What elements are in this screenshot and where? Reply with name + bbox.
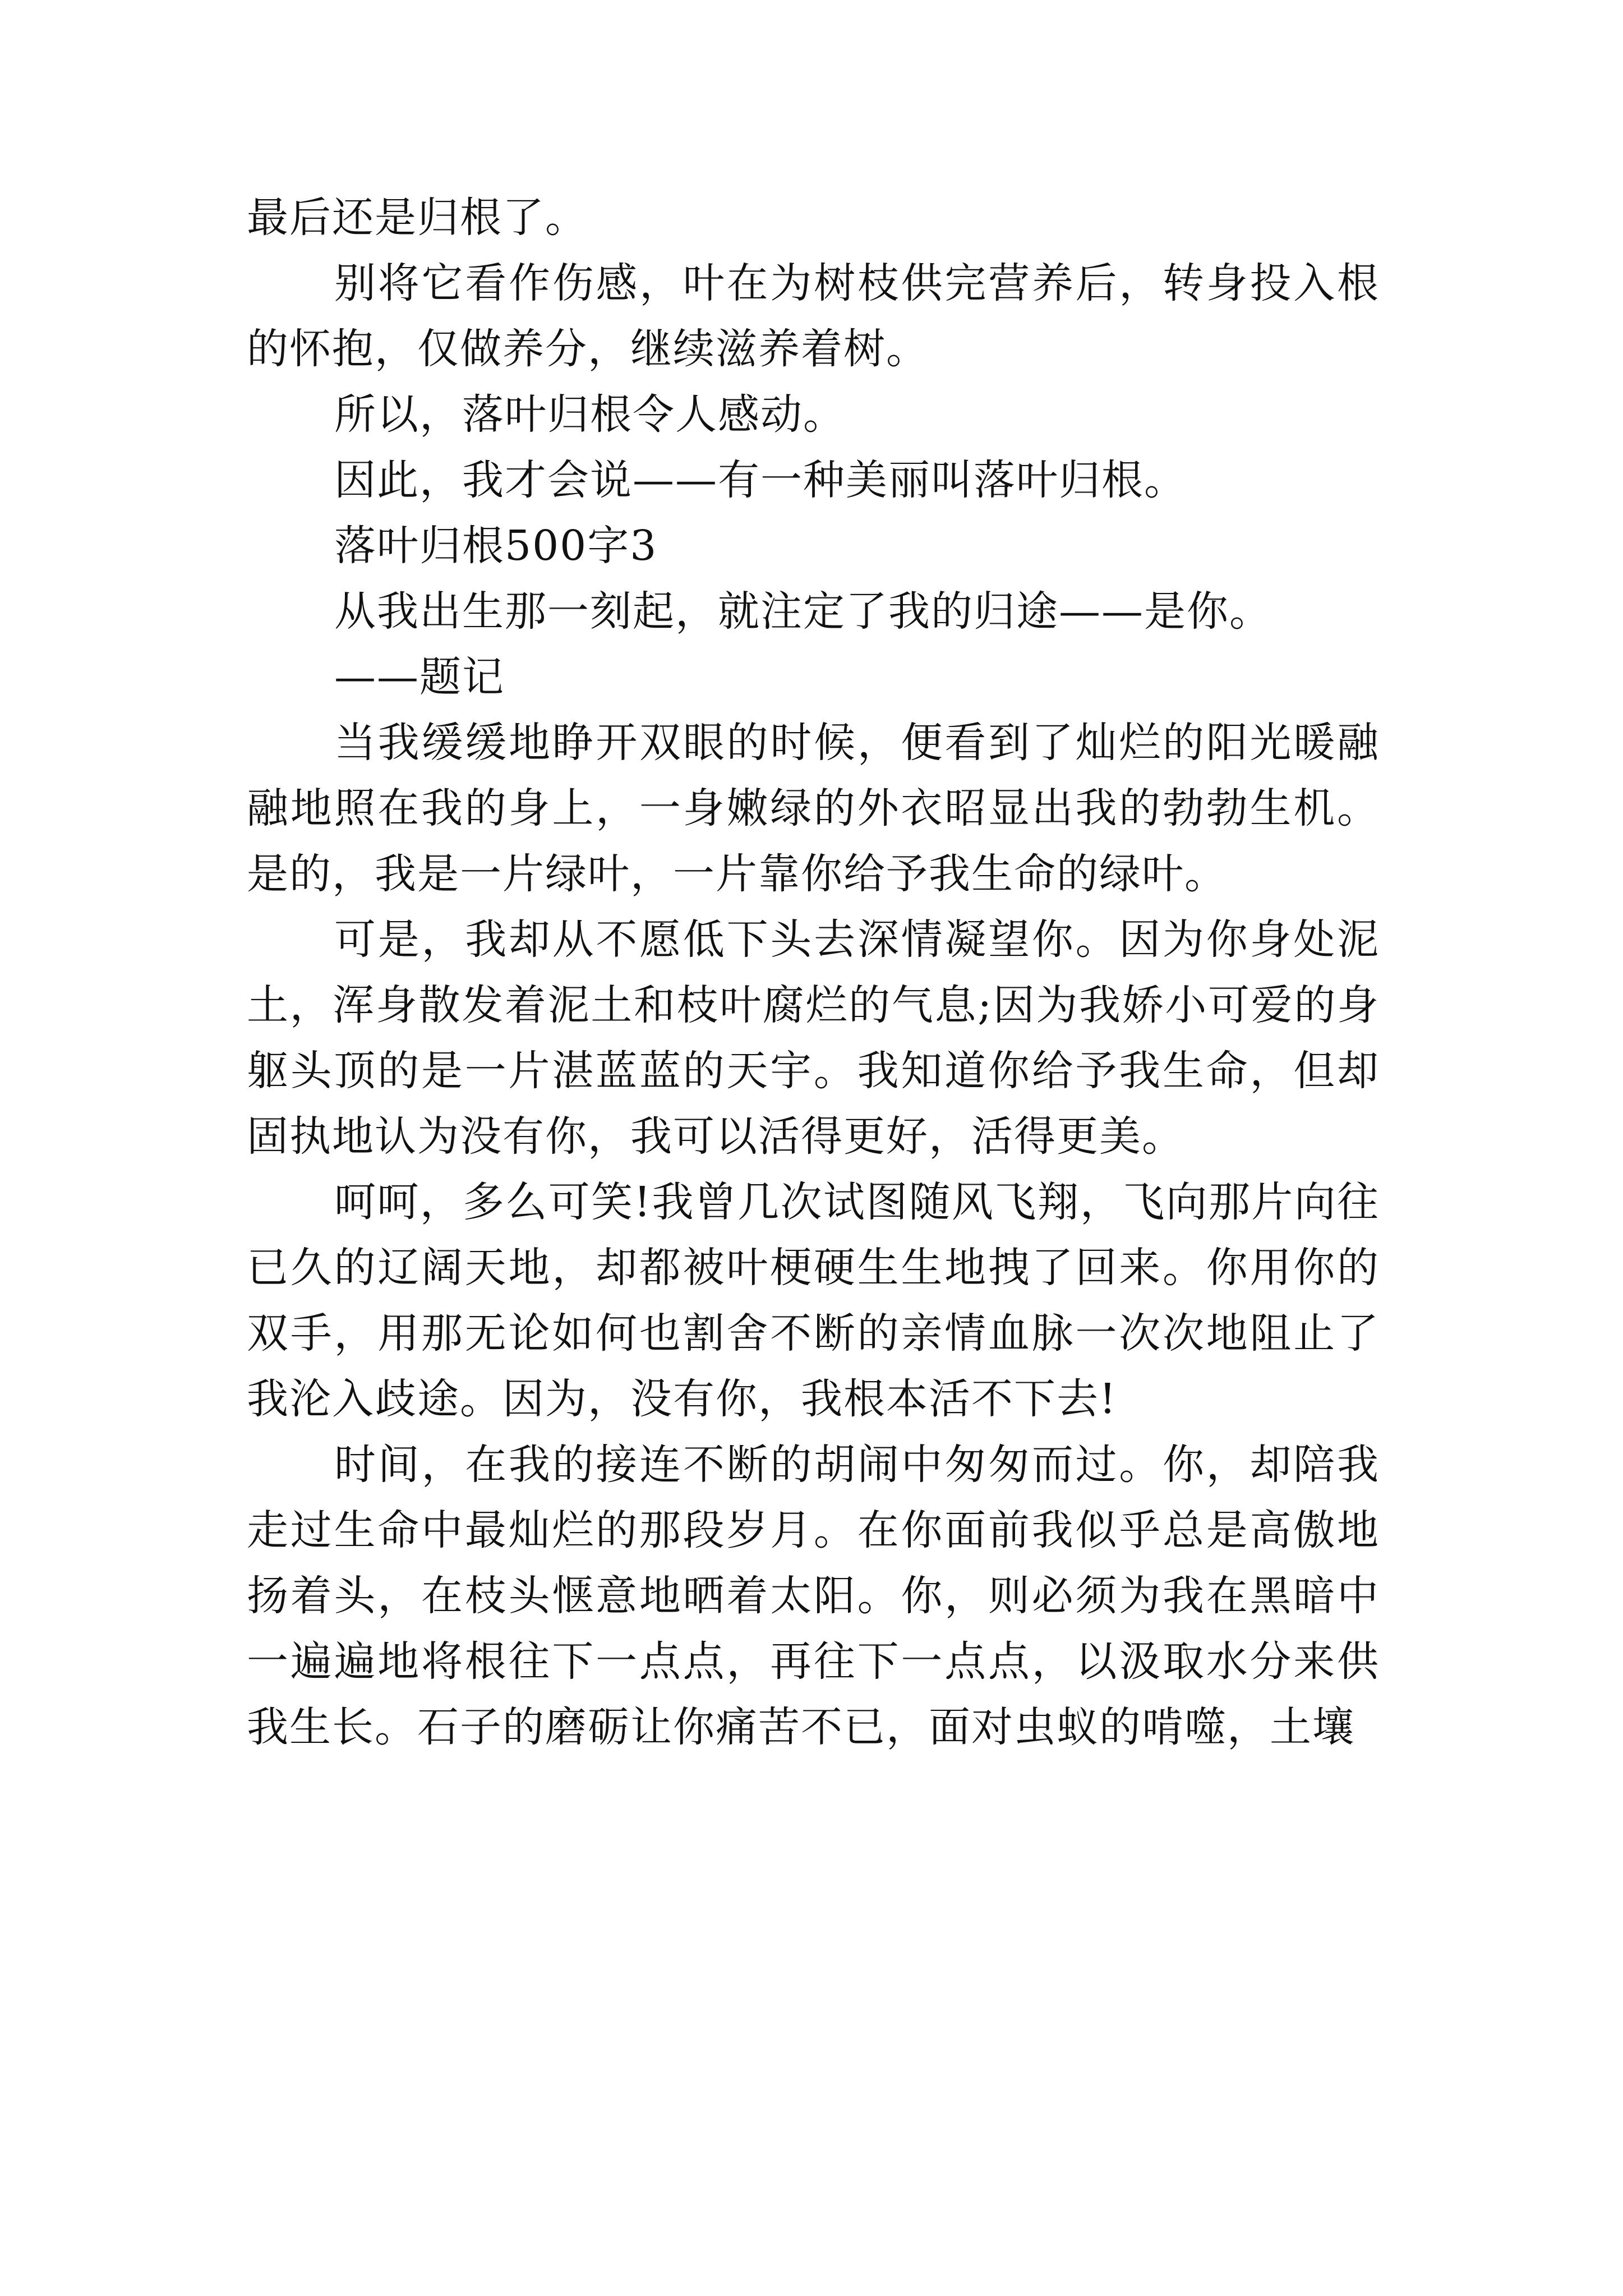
epigraph-attribution: ——题记 bbox=[334, 653, 505, 701]
paragraph-11: 时间，在我的接连不断的胡闹中匆匆而过。你，却陪我走过生命中最灿烂的那段岁月。在你面前我似乎总是高傲地扬着头，在枝头惬意地晒着太阳。你，则必须为我在黑暗中一遍遍地将根往下一点点，再往下一点点，以汲取水分来供我生长。石子的磨砺让你痛苦不已，面对虫蚁的啃噬，土壤 bbox=[247, 1441, 1380, 1751]
section-heading: 落叶归根500字3 bbox=[334, 522, 658, 570]
paragraph-4: 因此，我才会说——有一种美丽叫落叶归根。 bbox=[334, 456, 1187, 504]
paragraph-9: 可是，我却从不愿低下头去深情凝望你。因为你身处泥土，浑身散发着泥土和枝叶腐烂的气息;因为我娇小可爱的身躯头顶的是一片湛蓝蓝的天宇。我知道你给予我生命，但却固执地认为没有你，我可以活得更好，活得更美。 bbox=[247, 915, 1380, 1161]
paragraph-10: 呵呵，多么可笑!我曾几次试图随风飞翔，飞向那片向往已久的辽阔天地，却都被叶梗硬生生地拽了回来。你用你的双手，用那无论如何也割舍不断的亲情血脉一次次地阻止了我沦入歧途。因为，没有你，我根本活不下去! bbox=[247, 1178, 1380, 1423]
paragraph-2: 别将它看作伤感，叶在为树枝供完营养后，转身投入根的怀抱，仅做养分，继续滋养着树。 bbox=[247, 259, 1380, 373]
paragraph-1: 最后还是归根了。 bbox=[247, 194, 588, 242]
paragraph-8: 当我缓缓地睁开双眼的时候，便看到了灿烂的阳光暖融融地照在我的身上，一身嫩绿的外衣昭显出我的勃勃生机。是的，我是一片绿叶，一片靠你给予我生命的绿叶。 bbox=[247, 719, 1380, 898]
epigraph: 从我出生那一刻起，就注定了我的归途——是你。 bbox=[334, 587, 1272, 636]
body-text bbox=[247, 185, 1380, 1760]
paragraph-3: 所以，落叶归根令人感动。 bbox=[334, 390, 846, 439]
